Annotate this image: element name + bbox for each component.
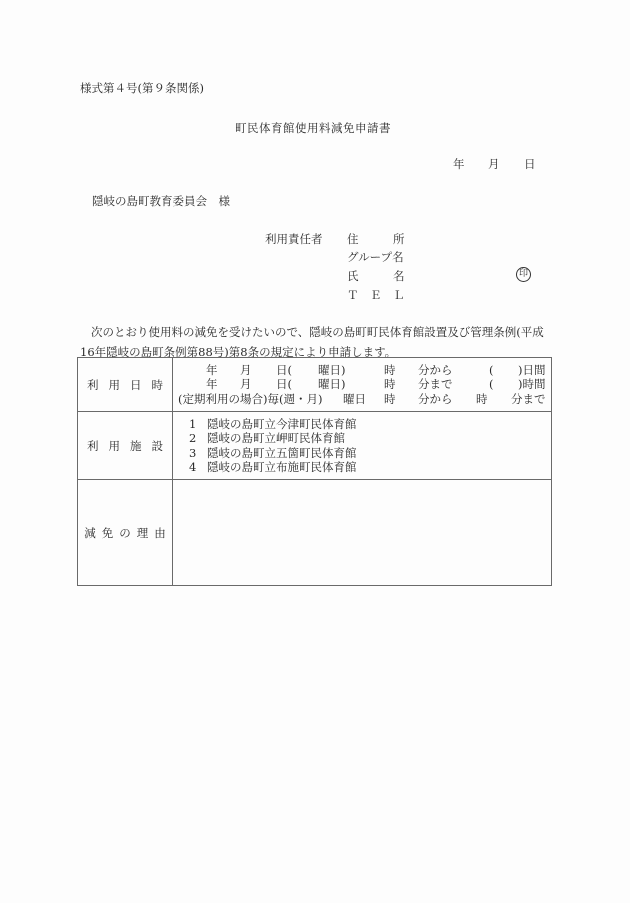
group-name-field[interactable]: グループ名	[347, 250, 404, 264]
schedule-line-start[interactable]: 年 月 日( 曜日) 時 分から ( )日間	[206, 362, 546, 377]
tel-field[interactable]: Ｔ Ｅ Ｌ	[347, 288, 405, 302]
address-field[interactable]: 住 所	[347, 232, 405, 246]
usage-datetime-label: 利用日時	[87, 377, 173, 392]
applicant-label: 利用責任者	[265, 232, 323, 246]
schedule-line-end[interactable]: 年 月 日( 曜日) 時 分まで ( )時間	[206, 377, 546, 392]
date-day-field[interactable]: 日	[524, 157, 536, 171]
facility-option[interactable]: 2 隠岐の島町立岬町民体育館	[189, 431, 345, 445]
addressee: 隠岐の島町教育委員会 様	[92, 194, 230, 208]
schedule-line-recurring[interactable]: (定期利用の場合)毎(週・月) 曜日 時 分から 時 分まで	[178, 391, 546, 406]
date-month-field[interactable]: 月	[488, 157, 500, 171]
facility-option[interactable]: 1 隠岐の島町立今津町民体育館	[189, 416, 357, 431]
table-row-usage-datetime	[78, 358, 552, 412]
table-row-facility	[78, 412, 552, 480]
document-title: 町民体育館使用料減免申請書	[235, 121, 391, 135]
facility-field[interactable]	[173, 412, 552, 480]
facility-label: 利用施設	[87, 438, 173, 453]
reason-field[interactable]	[173, 480, 552, 586]
facility-option[interactable]: 4 隠岐の島町立布施町民体育館	[189, 460, 357, 474]
form-number: 様式第４号(第９条関係)	[80, 81, 204, 95]
body-text: 次のとおり使用料の減免を受けたいので、隠岐の島町町民体育館設置及び管理条例(平成16年隠岐の島町条例第88号)第8条の規定により申請します。	[80, 325, 544, 359]
name-field[interactable]: 氏 名	[347, 269, 405, 283]
seal-icon: 印	[516, 267, 531, 282]
table-row-reason	[78, 480, 552, 586]
date-year-field[interactable]: 年	[453, 157, 465, 171]
facility-option[interactable]: 3 隠岐の島町立五箇町民体育館	[189, 445, 357, 460]
reason-label: 減免の理由	[84, 525, 172, 540]
application-table	[77, 357, 552, 586]
usage-datetime-field[interactable]	[173, 358, 552, 412]
